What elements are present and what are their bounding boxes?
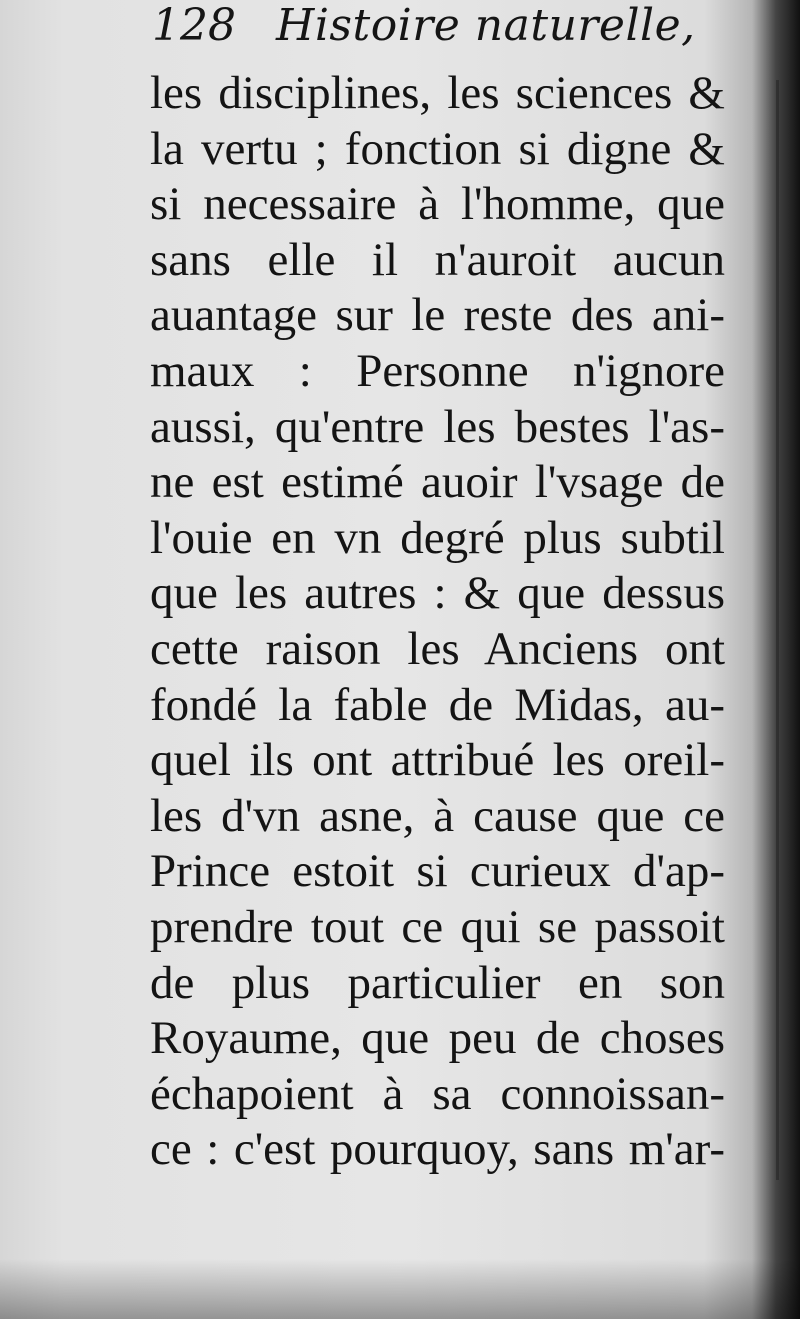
text-line: les disciplines, les sciences & xyxy=(150,67,725,119)
body-text xyxy=(150,66,725,1178)
text-line: maux : Personne n'ignore xyxy=(150,344,725,397)
text-line: échapoient à sa connoissan- xyxy=(150,1067,725,1120)
text-line: de plus particulier en son xyxy=(150,956,725,1009)
text-line: cette raison les Anciens ont xyxy=(150,622,725,675)
text-line: aussi, qu'entre les bestes l'as- xyxy=(150,400,725,453)
text-line: si necessaire à l'homme, que xyxy=(150,178,725,231)
running-title: Histoire naturelle, xyxy=(275,0,696,51)
text-line: auantage sur le reste des ani- xyxy=(150,289,725,342)
text-line: les d'vn asne, à cause que ce xyxy=(150,789,725,842)
page-edge-shadow xyxy=(776,80,779,1180)
text-line: sans elle il n'auroit aucun xyxy=(150,233,725,286)
text-line: la vertu ; fonction si digne & xyxy=(150,122,725,175)
page-number: 128 xyxy=(152,0,236,51)
text-line: ne est estimé auoir l'vsage de xyxy=(150,456,725,509)
bottom-shadow xyxy=(0,1259,800,1319)
text-line: Royaume, que peu de choses xyxy=(150,1012,725,1065)
text-line: fondé la fable de Midas, au- xyxy=(150,678,725,731)
page-header xyxy=(152,0,696,51)
text-line: prendre tout ce qui se passoit xyxy=(150,900,725,953)
text-line: quel ils ont attribué les oreil- xyxy=(150,734,725,787)
text-line: ce : c'est pourquoy, sans m'ar- xyxy=(150,1123,725,1176)
text-line: que les autres : & que dessus xyxy=(150,567,725,620)
text-line: l'ouie en vn degré plus subtil xyxy=(150,511,725,564)
text-line: Prince estoit si curieux d'ap- xyxy=(150,845,725,898)
